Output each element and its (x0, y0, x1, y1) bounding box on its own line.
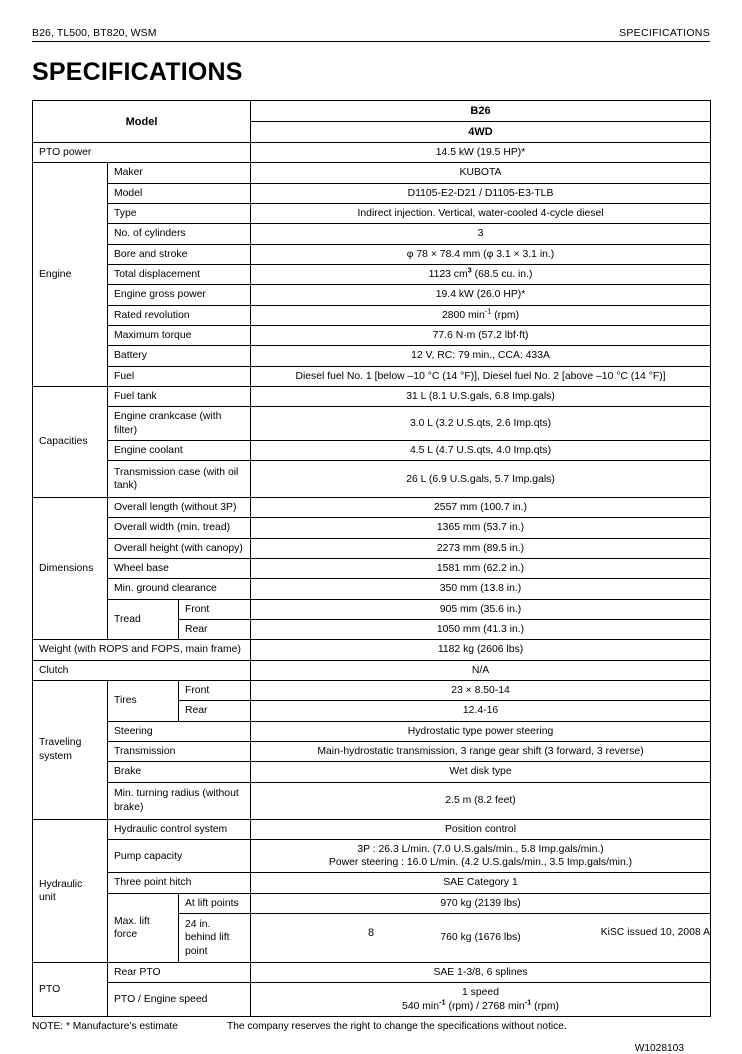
behind-lift-point-label: 24 in. behind lift point (179, 914, 251, 963)
hydraulic-control-system-label: Hydraulic control system (108, 819, 251, 839)
model-value: B26 (251, 101, 711, 122)
pto-speed-end: (rpm) (531, 1000, 559, 1012)
engine-model-label: Model (108, 183, 251, 203)
pump-capacity-value (251, 839, 711, 873)
table-row-turning-radius (33, 782, 711, 819)
capacity-crankcase-value: 3.0 L (3.2 U.S.qts, 2.6 Imp.qts) (251, 407, 711, 441)
group-engine: Engine (33, 163, 108, 386)
group-capacities: Capacities (33, 386, 108, 497)
table-row-weight (33, 640, 711, 660)
table-row-steering (33, 721, 711, 741)
table-row-tires-front (33, 680, 711, 700)
table-row-rear-pto (33, 963, 711, 983)
pto-speed-line-1: 1 speed (462, 987, 499, 999)
capacity-coolant-value: 4.5 L (4.7 U.S.qts, 4.0 Imp.qts) (251, 440, 711, 460)
dim-ground-clearance-value: 350 mm (13.8 in.) (251, 579, 711, 599)
table-row-clutch (33, 660, 711, 680)
engine-cylinders-value: 3 (251, 224, 711, 244)
engine-fuel-label: Fuel (108, 366, 251, 386)
clutch-label: Clutch (33, 660, 251, 680)
engine-displacement-label: Total displacement (108, 265, 251, 285)
table-row-engine-type (33, 204, 711, 224)
capacity-transmission-case-value: 26 L (6.9 U.S.gals, 5.7 Imp.gals) (251, 461, 711, 498)
displacement-post: (68.5 cu. in.) (471, 269, 533, 281)
engine-battery-label: Battery (108, 346, 251, 366)
brake-label: Brake (108, 762, 251, 782)
behind-lift-point-value: 760 kg (1676 lbs) (251, 914, 711, 963)
capacity-fuel-tank-label: Fuel tank (108, 386, 251, 406)
displacement-sup: 3 (467, 265, 472, 275)
note-text: The company reserves the right to change the specifications without notice. (227, 1021, 567, 1033)
engine-gross-power-value: 19.4 kW (26.0 HP)* (251, 285, 711, 305)
engine-maker-value: KUBOTA (251, 163, 711, 183)
at-lift-points-value: 970 kg (2139 lbs) (251, 893, 711, 913)
pump-capacity-line-2: Power steering : 16.0 L/min. (4.2 U.S.gals/min., 3.5 Imp.gals/min.) (328, 857, 633, 869)
pto-speed-sup-a: -1 (439, 997, 446, 1007)
tires-rear-label: Rear (179, 701, 251, 721)
pto-engine-speed-label: PTO / Engine speed (108, 983, 251, 1017)
steering-label: Steering (108, 721, 251, 741)
engine-cylinders-label: No. of cylinders (108, 224, 251, 244)
pto-engine-speed-value (251, 983, 711, 1017)
max-lift-force-label: Max. lift force (108, 893, 179, 962)
dim-overall-length-label: Overall length (without 3P) (108, 498, 251, 518)
issued-note: KiSC issued 10, 2008 A (600, 927, 710, 938)
table-row-dim-overall-height (33, 538, 711, 558)
table-row-engine-model (33, 183, 711, 203)
dim-wheel-base-value: 1581 mm (62.2 in.) (251, 559, 711, 579)
engine-rated-revolution-value (251, 305, 711, 325)
engine-gross-power-label: Engine gross power (108, 285, 251, 305)
group-pto: PTO (33, 963, 108, 1017)
table-row-pump-capacity (33, 839, 711, 873)
tread-label: Tread (108, 599, 179, 640)
engine-max-torque-label: Maximum torque (108, 325, 251, 345)
page-footer (32, 927, 710, 938)
table-row-pto-power (33, 143, 711, 163)
table-row-dim-ground-clearance (33, 579, 711, 599)
capacity-fuel-tank-value: 31 L (8.1 U.S.gals, 6.8 Imp.gals) (251, 386, 711, 406)
note-label: NOTE: * Manufacture’s estimate (32, 1021, 178, 1033)
page-title: SPECIFICATIONS (32, 58, 243, 86)
three-point-hitch-label: Three point hitch (108, 873, 251, 893)
pump-capacity-label: Pump capacity (108, 839, 251, 873)
tires-label: Tires (108, 680, 179, 721)
dim-overall-width-value: 1365 mm (53.7 in.) (251, 518, 711, 538)
tires-front-value: 23 × 8.50-14 (251, 680, 711, 700)
dim-overall-width-label: Overall width (min. tread) (108, 518, 251, 538)
table-row-dim-overall-width (33, 518, 711, 538)
engine-battery-value: 12 V, RC: 79 min., CCA: 433A (251, 346, 711, 366)
engine-model-value: D1105-E2-D21 / D1105-E3-TLB (251, 183, 711, 203)
rear-pto-value: SAE 1-3/8, 6 splines (251, 963, 711, 983)
engine-type-value: Indirect injection. Vertical, water-cooled 4-cycle diesel (251, 204, 711, 224)
engine-maker-label: Maker (108, 163, 251, 183)
table-row-engine-cylinders (33, 224, 711, 244)
table-row-engine-fuel (33, 366, 711, 386)
capacity-crankcase-label: Engine crankcase (with filter) (108, 407, 251, 441)
model-label: Model (33, 101, 251, 143)
tread-rear-value: 1050 mm (41.3 in.) (251, 620, 711, 640)
group-traveling-system: Traveling system (33, 680, 108, 819)
tires-front-label: Front (179, 680, 251, 700)
pto-speed-mid: (rpm) / 2768 min (445, 1000, 525, 1012)
turning-radius-label: Min. turning radius (without brake) (108, 782, 251, 819)
group-dimensions: Dimensions (33, 498, 108, 640)
table-row-engine-bore-stroke (33, 244, 711, 264)
table-row-dim-overall-length (33, 498, 711, 518)
table-row-engine-gross-power (33, 285, 711, 305)
table-row-hydraulic-control-system (33, 819, 711, 839)
table-row-capacity-fuel-tank (33, 386, 711, 406)
running-header (32, 0, 710, 42)
weight-label: Weight (with ROPS and FOPS, main frame) (33, 640, 251, 660)
pto-power-value: 14.5 kW (19.5 HP)* (251, 143, 711, 163)
revolution-pre: 2800 min (442, 309, 485, 321)
table-row-dim-wheel-base (33, 559, 711, 579)
table-row-capacity-coolant (33, 440, 711, 460)
table-row-capacity-transmission-case (33, 461, 711, 498)
dim-ground-clearance-label: Min. ground clearance (108, 579, 251, 599)
clutch-value: N/A (251, 660, 711, 680)
rear-pto-label: Rear PTO (108, 963, 251, 983)
running-header-left: B26, TL500, BT820, WSM (32, 27, 157, 39)
dim-overall-length-value: 2557 mm (100.7 in.) (251, 498, 711, 518)
tires-rear-value: 12.4-16 (251, 701, 711, 721)
engine-displacement-value (251, 265, 711, 285)
table-row-engine-maker (33, 163, 711, 183)
tread-rear-label: Rear (179, 620, 251, 640)
table-row-engine-rated-revolution (33, 305, 711, 325)
capacity-coolant-label: Engine coolant (108, 440, 251, 460)
table-row-tread-front (33, 599, 711, 619)
table-row-transmission (33, 741, 711, 761)
page-number: 8 (367, 927, 375, 939)
pto-speed-540: 540 min (402, 1000, 440, 1012)
brake-value: Wet disk type (251, 762, 711, 782)
displacement-pre: 1123 cm (428, 269, 468, 281)
transmission-value: Main-hydrostatic transmission, 3 range gear shift (3 forward, 3 reverse) (251, 741, 711, 761)
drive-value: 4WD (251, 122, 711, 143)
tread-front-value: 905 mm (35.6 in.) (251, 599, 711, 619)
table-row-model-header (33, 101, 711, 122)
table-row-pto-engine-speed (33, 983, 711, 1017)
pto-speed-sup-b: -1 (524, 997, 532, 1007)
running-header-right: SPECIFICATIONS (619, 27, 710, 39)
engine-fuel-value: Diesel fuel No. 1 [below –10 °C (14 °F)], Diesel fuel No. 2 [above –10 °C (14 °F)] (251, 366, 711, 386)
engine-bore-stroke-value: φ 78 × 78.4 mm (φ 3.1 × 3.1 in.) (251, 244, 711, 264)
engine-max-torque-value: 77.6 N·m (57.2 lbf·ft) (251, 325, 711, 345)
at-lift-points-label: At lift points (179, 893, 251, 913)
document-code: W1028103 (634, 1043, 684, 1054)
weight-value: 1182 kg (2606 lbs) (251, 640, 711, 660)
dim-overall-height-label: Overall height (with canopy) (108, 538, 251, 558)
table-row-engine-displacement (33, 265, 711, 285)
table-row-three-point-hitch (33, 873, 711, 893)
pto-speed-line-2 (257, 997, 704, 1013)
capacity-transmission-case-label: Transmission case (with oil tank) (108, 461, 251, 498)
turning-radius-value: 2.5 m (8.2 feet) (251, 782, 711, 819)
table-row-brake (33, 762, 711, 782)
note-line (32, 1021, 710, 1032)
pump-capacity-line-1: 3P : 26.3 L/min. (7.0 U.S.gals/min., 5.8 Imp.gals/min.) (357, 843, 604, 855)
table-row-engine-battery (33, 346, 711, 366)
group-hydraulic-unit: Hydraulic unit (33, 819, 108, 963)
specifications-table (32, 100, 711, 1017)
table-row-engine-max-torque (33, 325, 711, 345)
dim-wheel-base-label: Wheel base (108, 559, 251, 579)
revolution-post: (rpm) (491, 309, 520, 321)
engine-rated-revolution-label: Rated revolution (108, 305, 251, 325)
three-point-hitch-value: SAE Category 1 (251, 873, 711, 893)
pto-power-label: PTO power (33, 143, 251, 163)
revolution-sup: -1 (484, 306, 492, 316)
steering-value: Hydrostatic type power steering (251, 721, 711, 741)
dim-overall-height-value: 2273 mm (89.5 in.) (251, 538, 711, 558)
tread-front-label: Front (179, 599, 251, 619)
engine-type-label: Type (108, 204, 251, 224)
hydraulic-control-system-value: Position control (251, 819, 711, 839)
transmission-label: Transmission (108, 741, 251, 761)
table-row-capacity-crankcase (33, 407, 711, 441)
table-row-lift-force-at-lift-points (33, 893, 711, 913)
engine-bore-stroke-label: Bore and stroke (108, 244, 251, 264)
